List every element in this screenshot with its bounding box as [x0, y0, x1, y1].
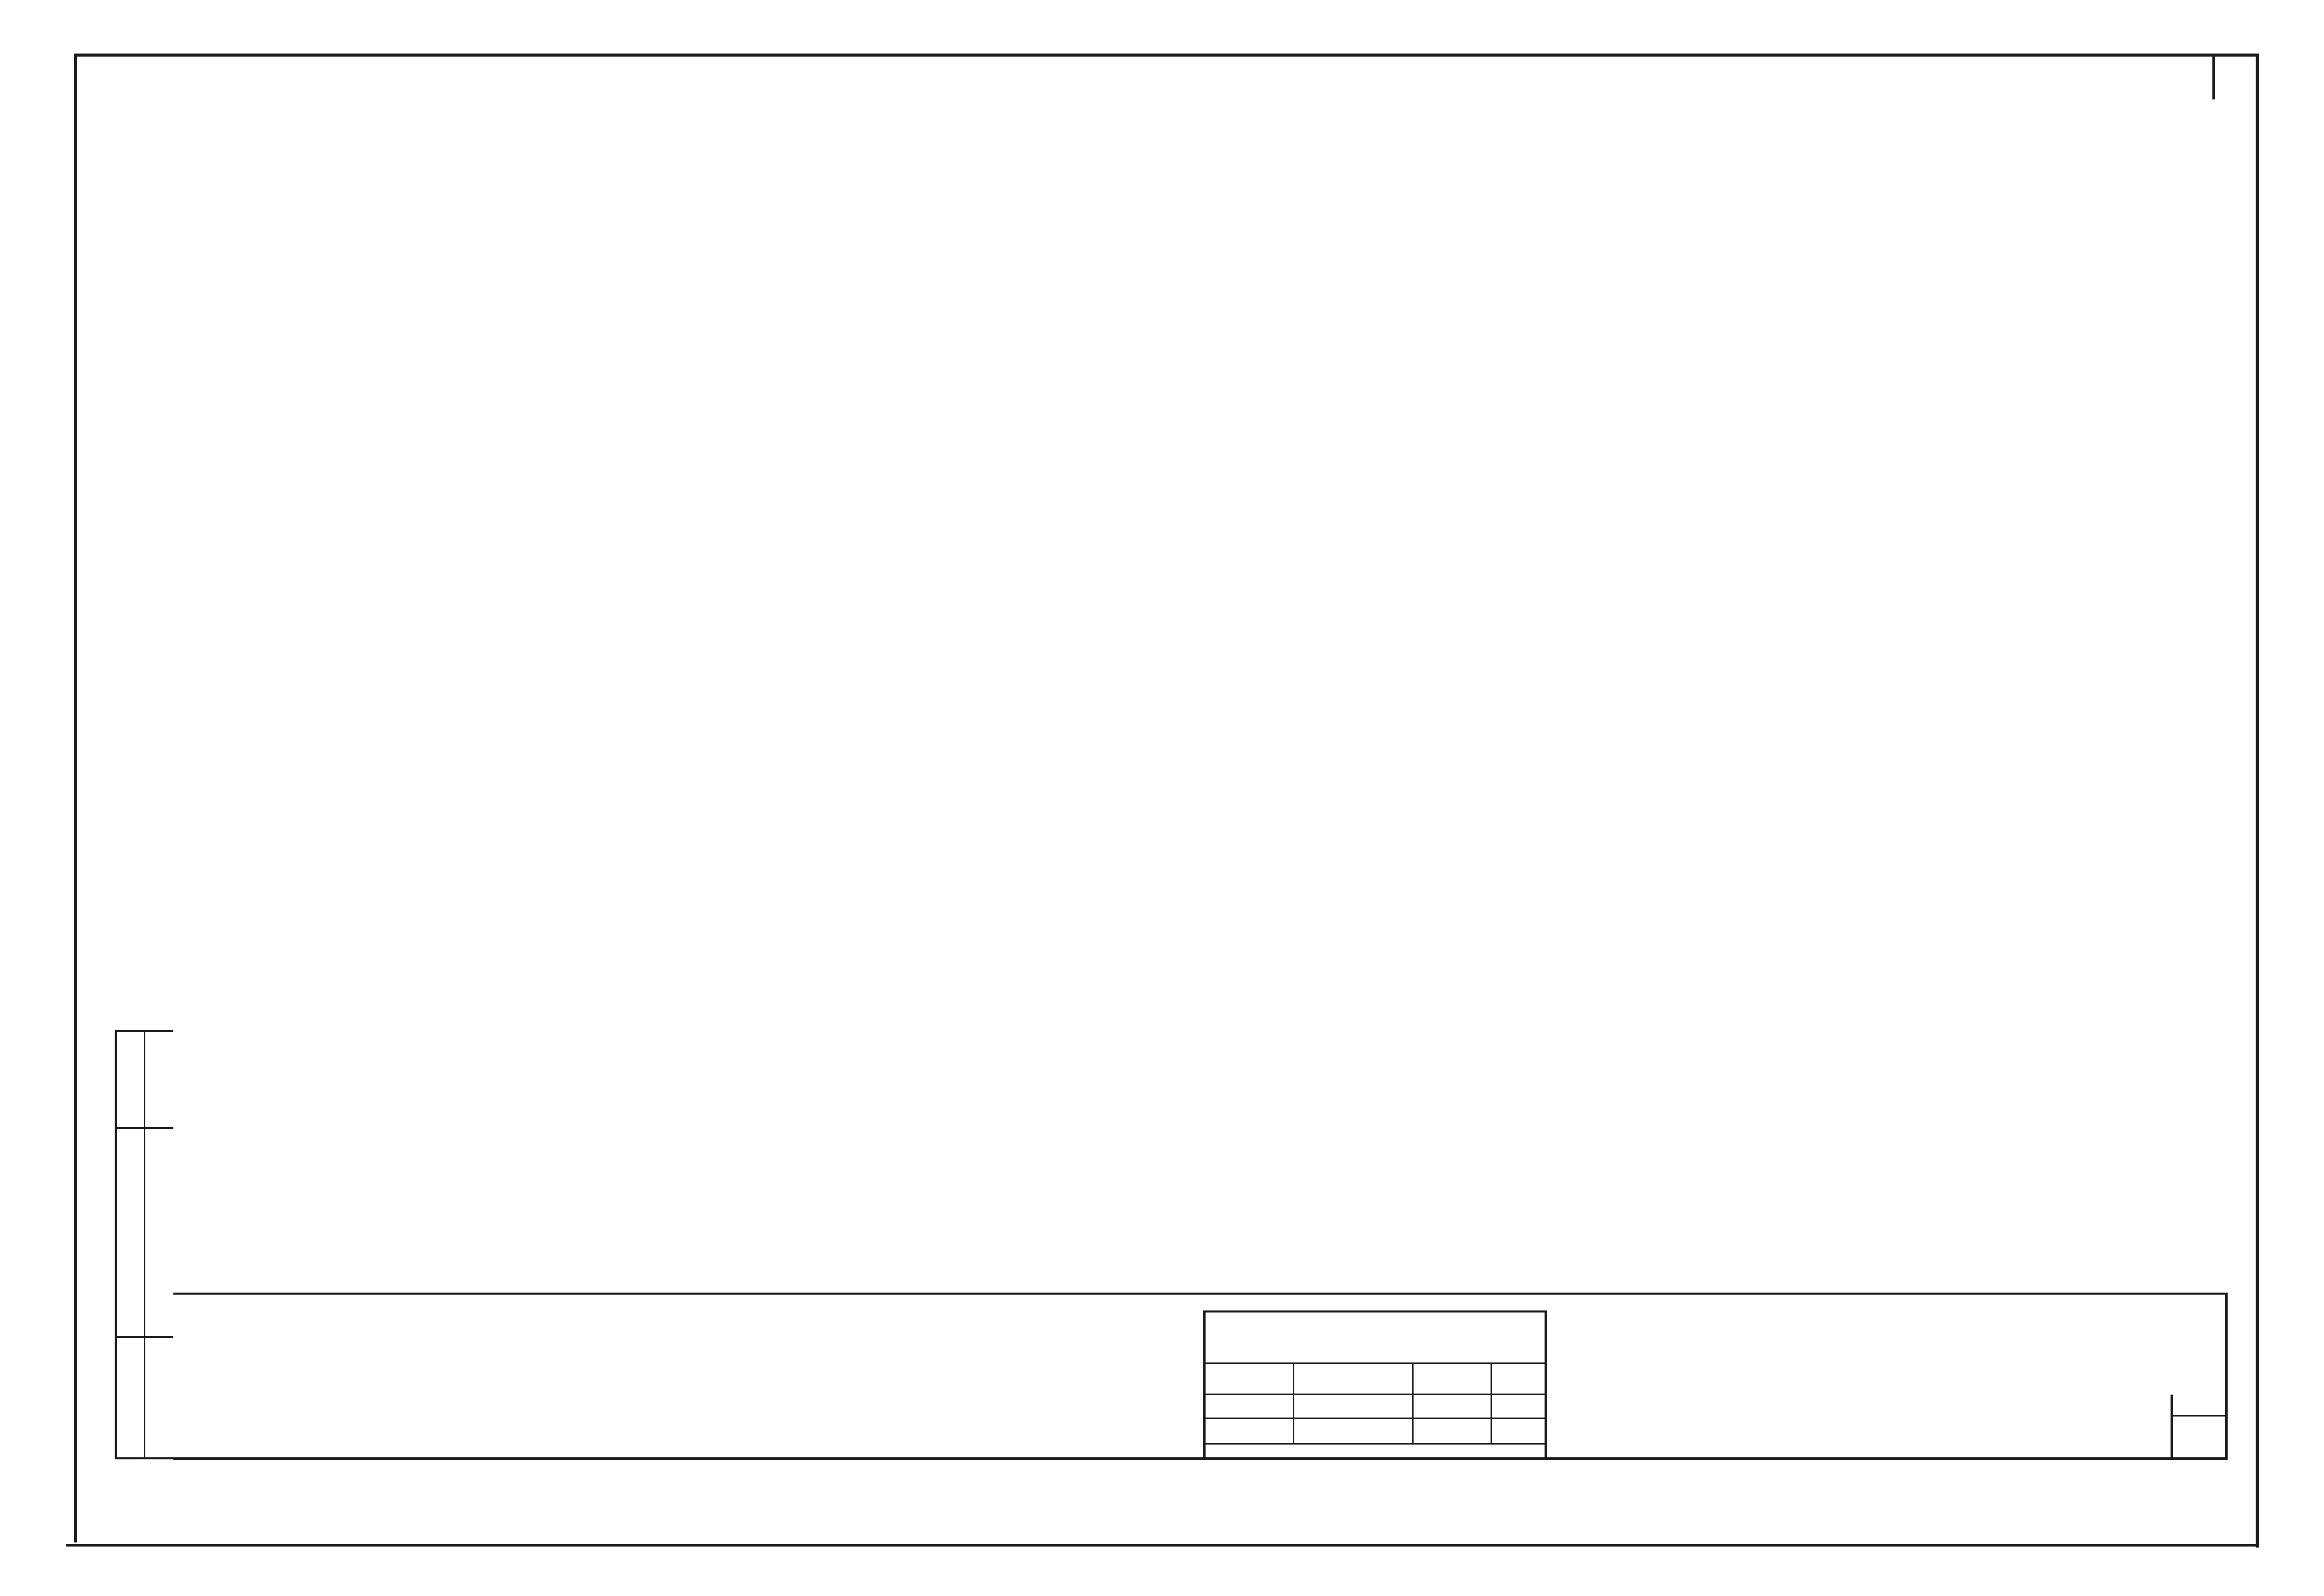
page-number-box — [2212, 54, 2215, 99]
frame-bottom — [66, 1544, 2258, 1547]
title-block-top — [173, 1293, 2228, 1295]
frame-right — [2256, 54, 2259, 1548]
frame-left — [74, 54, 77, 1542]
side-stamp-border — [115, 1030, 117, 1458]
stamp-line — [1203, 1418, 1546, 1419]
stamp-line — [1545, 1310, 1547, 1458]
stamp-line — [1203, 1310, 1206, 1458]
stamp-line — [1412, 1362, 1414, 1444]
frame-top — [75, 54, 2257, 57]
stamp-line — [1293, 1362, 1294, 1444]
title-block-right — [2225, 1293, 2228, 1460]
stamp-line — [1203, 1394, 1546, 1395]
side-stamp-line — [144, 1030, 145, 1458]
title-block-bottom — [173, 1457, 2228, 1460]
stamp-line — [1491, 1362, 1492, 1444]
stamp-line — [1203, 1443, 1546, 1445]
sheet-box-left — [2171, 1395, 2173, 1460]
sheet-box-line — [2171, 1415, 2227, 1417]
stamp-line — [1203, 1362, 1546, 1364]
stamp-line — [1203, 1310, 1546, 1312]
